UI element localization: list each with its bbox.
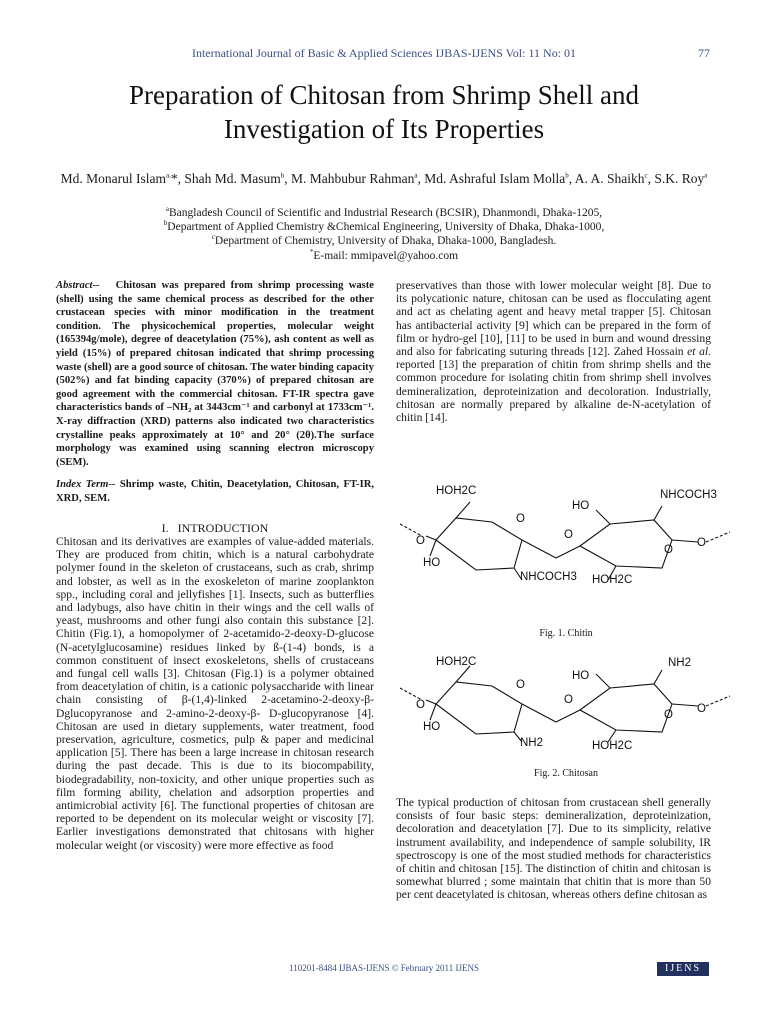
page-footer: 110201-8484 IJBAS-IJENS © February 2011 IJENS bbox=[289, 963, 479, 973]
section-heading bbox=[56, 521, 374, 536]
label-o-ring1: O bbox=[516, 679, 525, 691]
bond-ho-2 bbox=[596, 510, 610, 524]
label-o-left: O bbox=[416, 699, 425, 711]
author: Shah Md. Masum$^b$, bbox=[184, 171, 291, 186]
label-ho-left: HO bbox=[423, 721, 441, 733]
title-line-2: Investigation of Its Properties bbox=[223, 114, 545, 144]
label-hoh2c-top: HOH2C bbox=[436, 656, 477, 668]
bond-ho-2 bbox=[596, 674, 610, 688]
affiliation-b: $^b$Department of Applied Chemistry &Chemical Engineering, University of Dhaka, Dhaka-1000, bbox=[163, 219, 605, 234]
author: A. A. Shaikh$^c$, bbox=[574, 171, 655, 186]
figure-1-caption: Fig. 1. Chitin bbox=[539, 628, 593, 639]
title-line-1: Preparation of Chitosan from Shrimp Shell and bbox=[129, 80, 639, 110]
affiliation-a: $^a$Bangladesh Council of Scientific and Industrial Research (BCSIR), Dhanmondi, Dhaka-1205, bbox=[165, 205, 603, 219]
contact-email: *E-mail: mmipavel@yahoo.com bbox=[309, 247, 459, 262]
label-ho-mid: HO bbox=[572, 670, 590, 682]
abstract-label: Abstract-- bbox=[56, 280, 100, 291]
label-hoh2c-bottom: HOH2C bbox=[592, 574, 633, 586]
label-o-ring2: O bbox=[664, 709, 673, 721]
chitosan-structure-diagram bbox=[396, 650, 736, 765]
affiliations bbox=[100, 206, 668, 263]
label-nhcoch3-bottom: NHCOCH3 bbox=[520, 571, 577, 583]
label-o-left: O bbox=[416, 535, 425, 547]
dashed-bond-right bbox=[706, 532, 730, 542]
author: M. Mahbubur Rahman$^a$, bbox=[291, 171, 425, 186]
author: Md. Monarul Islam$^{a,}$*, bbox=[60, 171, 185, 186]
page-number: 77 bbox=[698, 46, 710, 60]
label-o-ring1: O bbox=[516, 513, 525, 525]
paper-title bbox=[40, 78, 728, 146]
index-terms bbox=[56, 478, 374, 507]
glycosidic-link bbox=[522, 704, 580, 722]
bond-o-left bbox=[426, 700, 436, 704]
abstract-text: Chitosan was prepared from shrimp processing waste (shell) using the same chemical process as described for the other crustacean species with minor modification in the treatment condition. The physicochemical properties, molecular weight (165394g/mole), degree of deacetylation (75%), ash content as well as yield (15%) of prepared chitosan indicated that shrimp processing waste (shell) are a good source of chitosan. The water binding capacity (502%) and fat binding capacity (370%) of prepared chitosan are good agreement with the commercial chitosan. FT-IR spectra gave characteristics bands of –NH₂ at 3443cm⁻¹ and carbonyl at 1733cm⁻¹. X-ray diffraction (XRD) patterns also indicated two characteristics crystalline peaks approximately at 10° and 20° (2θ).The surface morphology was examined using scanning electron microscopy (SEM). bbox=[56, 280, 374, 468]
ring-1 bbox=[436, 518, 522, 570]
label-ho-mid: HO bbox=[572, 500, 590, 512]
label-hoh2c-top: HOH2C bbox=[436, 485, 477, 497]
bond-sub-2 bbox=[654, 670, 662, 684]
label-o-link: O bbox=[564, 529, 573, 541]
abstract bbox=[56, 279, 374, 469]
glycosidic-link bbox=[522, 540, 580, 558]
bond-o-left bbox=[426, 536, 436, 540]
section-number: I. bbox=[161, 521, 169, 535]
label-o-link: O bbox=[564, 694, 573, 706]
label-o-right: O bbox=[697, 703, 706, 715]
affiliation-c: $^c$Department of Chemistry, University of Dhaka, Dhaka-1000, Bangladesh. bbox=[211, 233, 557, 248]
bond-o-right bbox=[672, 704, 698, 706]
chitin-structure-diagram bbox=[396, 480, 736, 612]
author: S.K. Roy$^a$ bbox=[654, 171, 708, 186]
body-text-lower: The typical production of chitosan from crustacean shell generally consists of four basic steps: demineralization, deproteinization, decoloration and deacetylation [7]. Due to its simplicity, relative instrument availability, and independence of sample solubility, IR spectroscopy is one of the most studied methods for characteristics of chitin and chitosan [15]. The distinction of chitin and chitosan is somewhat blurred ; some maintain that chitin that is more than 50 per cent deacetylated is chitosan, whereas others define chitosan as bbox=[396, 796, 711, 902]
bond-ch2oh-1 bbox=[456, 666, 470, 682]
journal-header: International Journal of Basic & Applied Sciences IJBAS-IJENS Vol: 11 No: 01 bbox=[191, 46, 577, 60]
section-title: NTRODUCTION bbox=[181, 521, 269, 535]
bond-sub-2 bbox=[654, 506, 662, 520]
bond-o-right bbox=[672, 540, 698, 542]
dashed-bond-right bbox=[706, 696, 730, 706]
body-text-continued: preservatives than those with lower molecular weight [8]. Due to its polycationic nature, chitosan can be used as flocculating agent and act as chelating agent and heavy metal trapper [5]. Chitosan has antibacterial activity [9] which can be prepared in the form of film or hydro-gel [10], [11] to be used in burn and wound dressing and also for fabricating suturing threads [12]. Zahed Hossain et al. reported [13] the preparation of chitin from shrimp shells and the common procedure for isolating chitin from shrimp shell involves demineralization, deproteinization and decoloration. Industrially, chitosan are normally prepared by alkaline de-N-acetylation of chitin [14]. bbox=[396, 279, 711, 425]
index-terms-label: Index Term-- bbox=[56, 479, 116, 490]
figure-2-caption: Fig. 2. Chitosan bbox=[534, 768, 598, 779]
label-hoh2c-bottom: HOH2C bbox=[592, 740, 633, 752]
bond-ch2oh-1 bbox=[456, 502, 470, 518]
label-ho-left: HO bbox=[423, 557, 441, 569]
label-o-right: O bbox=[697, 537, 706, 549]
ring-1 bbox=[436, 682, 522, 734]
section-title-initial: I bbox=[177, 521, 182, 535]
author-list bbox=[40, 170, 728, 187]
index-terms-text: Shrimp waste, Chitin, Deacetylation, Chitosan, FT-IR, XRD, SEM. bbox=[56, 479, 375, 505]
ring-2 bbox=[580, 684, 672, 732]
bond-ho-1 bbox=[430, 540, 436, 556]
label-o-ring2: O bbox=[664, 544, 673, 556]
ring-2 bbox=[580, 520, 672, 568]
label-nh2-top: NH2 bbox=[668, 657, 692, 669]
journal-logo: IJENS bbox=[657, 962, 709, 976]
label-nhcoch3-top: NHCOCH3 bbox=[660, 489, 717, 501]
introduction-text: Chitosan and its derivatives are examples of value-added materials. They are produced from chitin, which is a natural carbohydrate polymer found in the skeleton of crustaceans, such as crab, shrimp and lobster, as well as in the exoskeleton of marine zooplankton spp., including coral and jellyfishes [1]. Insects, such as butterflies and ladybugs, also have chitin in their wings and the cell walls of yeast, mushrooms and other fungi also contain this substance [2]. Chitin (Fig.1), a homopolymer of 2-acetamido-2-deoxy-D-glucose (N-acetylglucosamine) residues linked by ß-(1-4) bonds, is a common constituent of insect exoskeletons, shells of crustaceans and fungal cell walls [3]. Chitosan (Fig.1) is a polymer obtained from deacetylation of chitin, is a cationic polysaccharide with linear chain consisting of β-(1,4)-linked 2-acetamino-2-deoxy-β-Dglucopyranose and 2-amino-2-deoxy-β- D-glucopyranose [4]. Chitosan are used in dietary supplements, water treatment, food preservation, agriculture, cosmetics, pulp & paper and medicinal application [5]. There has been a large increase in chitosan research during the past decade. This is due to its biocompability, biodegradability, non-toxicity, and other unique properties such as film forming ability, chelation and adsorption properties and antimicrobial activity [6]. The functional properties of chitosan are reported to be dependent on its molecular weight or viscosity [7]. Earlier investigations demonstrated that chitosans with higher molecular weight (or viscosity) were more effective as food bbox=[56, 535, 374, 852]
author: Md. Ashraful Islam Molla$^b$, bbox=[424, 171, 575, 186]
bond-ho-1 bbox=[430, 704, 436, 720]
label-nh2-bottom: NH2 bbox=[520, 737, 544, 749]
